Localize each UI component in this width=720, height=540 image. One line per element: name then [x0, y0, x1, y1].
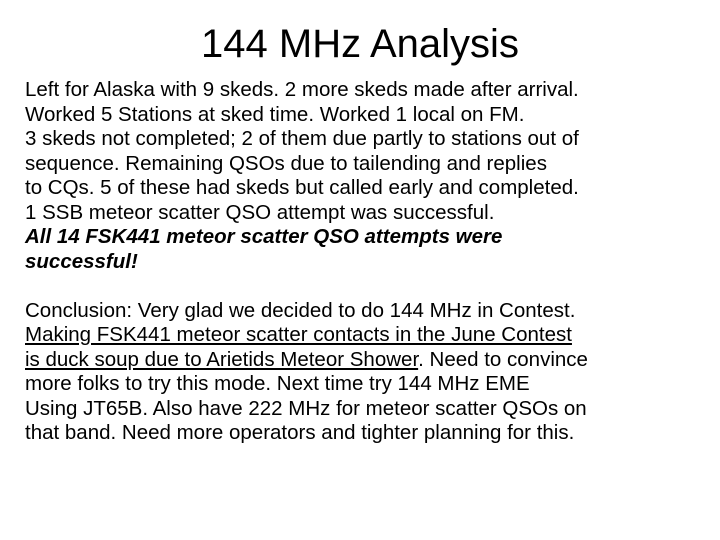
conclusion-text: . Need to convince: [418, 347, 588, 371]
slide-body: [25, 78, 705, 446]
conclusion-line: that band. Need more operators and tighter planning for this.: [25, 421, 575, 444]
summary-line: Left for Alaska with 9 skeds. 2 more skeds made after arrival.: [25, 78, 579, 101]
summary-line: sequence. Remaining QSOs due to tailending and replies: [25, 151, 547, 175]
summary-line: Worked 5 Stations at sked time. Worked 1 local on FM.: [25, 102, 525, 126]
conclusion-underlined-text: is duck soup due to Arietids Meteor Shower: [25, 347, 419, 371]
conclusion-line: Using JT65B. Also have 222 MHz for meteor scatter QSOs on: [25, 396, 587, 420]
summary-line: 1 SSB meteor scatter QSO attempt was successful.: [25, 200, 495, 224]
conclusion-line: [25, 348, 705, 373]
slide-title: 144 MHz Analysis: [201, 22, 519, 66]
conclusion-underlined-line: Making FSK441 meteor scatter contacts in the June Contest: [25, 323, 572, 346]
summary-line: to CQs. 5 of these had skeds but called early and completed.: [25, 176, 579, 199]
paragraph-gap: [25, 274, 705, 299]
highlight-line: successful!: [25, 249, 138, 273]
conclusion-line: more folks to try this mode. Next time try 144 MHz EME: [25, 372, 530, 395]
conclusion-line: Conclusion: Very glad we decided to do 144 MHz in Contest.: [25, 298, 576, 322]
summary-line: 3 skeds not completed; 2 of them due partly to stations out of: [25, 127, 579, 150]
highlight-line: All 14 FSK441 meteor scatter QSO attempts were: [25, 225, 503, 248]
